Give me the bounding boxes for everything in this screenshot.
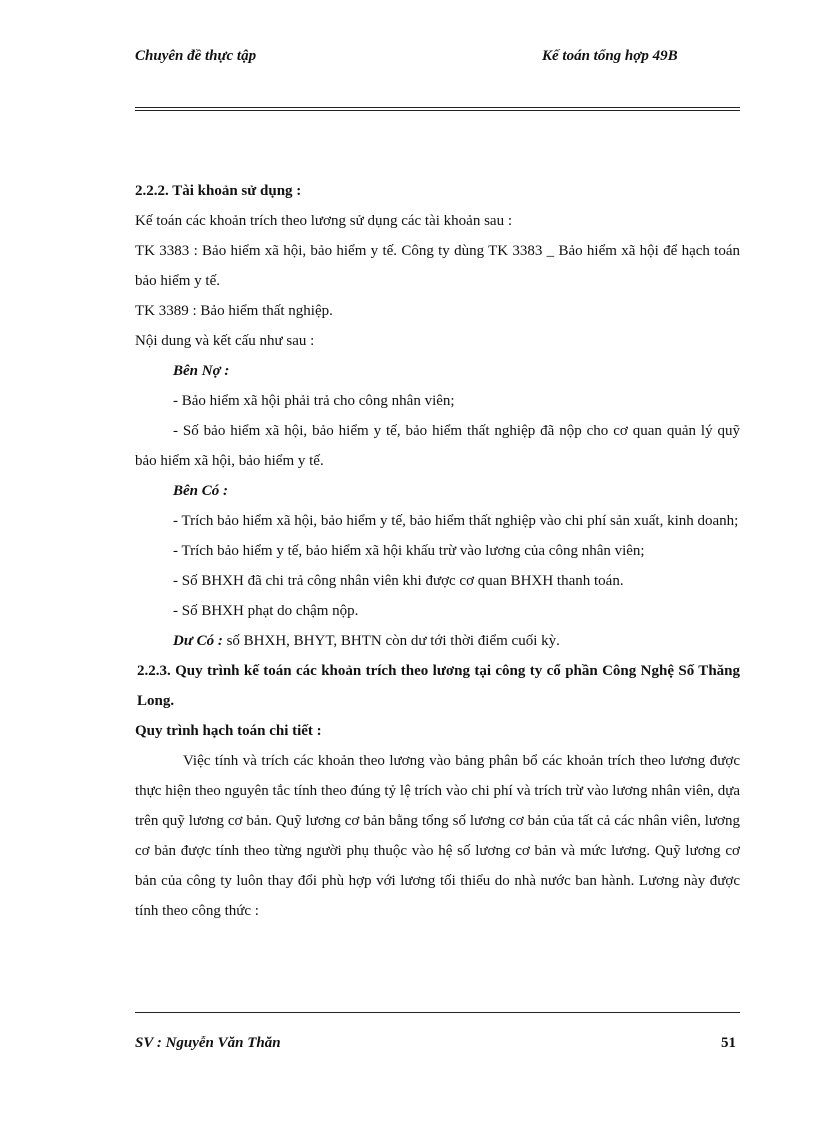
intro-line: Kế toán các khoản trích theo lương sử dụng các tài khoản sau :	[135, 213, 512, 229]
ben-co-item-2: - Trích bảo hiểm y tế, bảo hiểm xã hội khấu trừ vào lương của công nhân viên;	[173, 543, 645, 559]
tk3389-line: TK 3389 : Bảo hiểm thất nghiệp.	[135, 303, 333, 319]
structure-line: Nội dung và kết cấu như sau :	[135, 333, 315, 349]
section-2-2-3-heading: 2.2.3. Quy trình kế toán các khoản trích theo lương tại công ty cổ phần Công Nghệ Số Thăng Long.	[137, 663, 740, 709]
ben-no-heading: Bên Nợ :	[173, 363, 230, 379]
ben-co-item-3: - Số BHXH đã chi trả công nhân viên khi được cơ quan BHXH thanh toán.	[173, 573, 624, 589]
ben-co-item-4: - Số BHXH phạt do chậm nộp.	[173, 603, 359, 619]
du-co-text: số BHXH, BHYT, BHTN còn dư tới thời điểm cuối kỳ.	[222, 633, 560, 649]
section-2-2-2-heading: 2.2.2. Tài khoản sử dụng :	[135, 183, 302, 199]
ben-no-item-1: - Bảo hiểm xã hội phải trả cho công nhân viên;	[173, 393, 455, 409]
du-co-label: Dư Có :	[173, 633, 223, 649]
ben-co-heading: Bên Có :	[173, 483, 229, 499]
page-body	[135, 176, 740, 926]
header-left-title: Chuyên đề thực tập	[135, 48, 257, 64]
tk3383-paragraph: TK 3383 : Bảo hiểm xã hội, bảo hiểm y tế. Công ty dùng TK 3383 _ Bảo hiểm xã hội để hạch toán bảo hiểm y tế.	[135, 243, 740, 289]
ben-co-item-1: - Trích bảo hiểm xã hội, bảo hiểm y tế, bảo hiểm thất nghiệp vào chi phí sản xuất, kinh doanh;	[173, 513, 739, 529]
header-rule-bottom	[135, 110, 740, 111]
ben-no-item-2: - Số bảo hiểm xã hội, bảo hiểm y tế, bảo hiểm thất nghiệp đã nộp cho cơ quan quản lý quỹ bảo hiểm xã hội, bảo hiểm y tế.	[135, 423, 740, 469]
quy-trinh-heading: Quy trình hạch toán chi tiết :	[135, 723, 322, 739]
footer-student-name: SV : Nguyễn Văn Thăn	[135, 1035, 281, 1051]
page-number: 51	[721, 1035, 736, 1051]
body-paragraph: Việc tính và trích các khoản theo lương vào bảng phân bổ các khoản trích theo lương được thực hiện theo nguyên tắc tính theo đúng tỷ lệ trích vào chi phí và trích trừ vào lương nhân viên, dựa trên quỹ lương cơ bản. Quỹ lương cơ bản bằng tổng số lương cơ bản của tất cả các nhân viên, lương cơ bản được tính theo từng người phụ thuộc vào hệ số lương cơ bản và mức lương. Quỹ lương cơ bản của công ty luôn thay đổi phù hợp với lương tối thiểu do nhà nước ban hành. Lương này được tính theo công thức :	[135, 753, 740, 919]
header-right-title: Kế toán tổng hợp 49B	[542, 48, 678, 64]
du-co-line	[135, 626, 740, 656]
header-rule-top	[135, 107, 740, 108]
footer-rule	[135, 1012, 740, 1013]
